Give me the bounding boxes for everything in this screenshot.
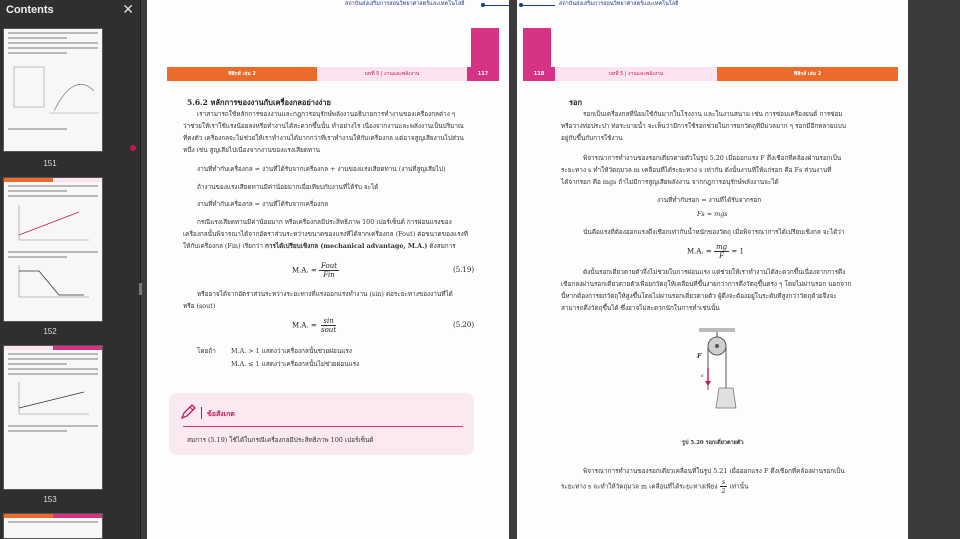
distance-label: s <box>701 373 704 379</box>
equation-lhs: M.A. = <box>292 321 317 330</box>
work-relation-line: งานที่ทำกับเครื่องกล = งานที่ได้รับจากเครื่องกล + งานของแรงเสียดทาน (งานที่สูญเสียไป) <box>197 165 446 173</box>
ceiling-mount <box>699 328 735 332</box>
equation-number: (5.19) <box>453 266 475 274</box>
thumbnail-label: 151 <box>43 159 57 168</box>
institute-header: สถาบันส่งเสริมการสอนวิทยาศาสตร์และเทคโนโลยี <box>559 1 679 7</box>
page-thumbnail-153[interactable] <box>3 345 103 490</box>
paragraph-line: หนึ่ง เช่น สูญเสียไปเนื่องจากงานของแรงเสียดทาน <box>183 146 321 154</box>
fraction-denominator: sout <box>321 326 337 334</box>
paragraph-line: เราสามารถใช้หลักการของงานและกฎการอนุรักษ์พลังงานอธิบายการทำงานของเครื่องกลต่าง ๆ <box>197 110 456 118</box>
force-label: F <box>697 352 702 360</box>
term-mechanical-advantage: การได้เปรียบเชิงกล (mechanical advantage, M.A.) <box>265 242 428 250</box>
force-arrow <box>705 381 711 386</box>
paragraph-line <box>183 241 456 252</box>
paragraph-line: เครื่องกลนั้นพิจารณาได้จากอัตราส่วนระหว่างขนาดของแรงที่ได้จากเครื่องกล (Fout) ต่อขนาดของแรงที่ <box>183 230 468 238</box>
paragraph-line: กรณีแรงเสียดทานมีค่าน้อยมาก หรือเครื่องกลมีประสิทธิภาพ 100 เปอร์เซ็นต์ การผ่อนแรงของ <box>197 218 452 226</box>
paragraph-line: ที่คงตัว เครื่องกลจะไม่ช่วยให้เราทำงานได้มากกว่าที่เราทำงานให้กับเครื่องกล แต่อาจสูญเสียงานไปส่วน <box>183 134 464 142</box>
header-rule <box>483 5 509 6</box>
fraction-numerator: s <box>721 478 726 486</box>
fraction-numerator: sin <box>323 317 334 325</box>
page-117 <box>147 0 509 539</box>
section-heading: 5.6.2 หลักการของงานกับเครื่องกลอย่างง่าย <box>187 98 331 107</box>
contents-sidebar <box>0 0 141 539</box>
paragraph-line: พิจารณาการทำงานของรอกเดี่ยวตายตัวในรูป 5.20 เมื่อออกแรง F ดึงเชือกที่คล้องผ่านรอกเป็น <box>583 154 842 162</box>
paragraph-line: สามารถดึงวัตถุขึ้นได้ ซึ่งอาจไม่สะดวกนักในการทำเช่นนั้น <box>561 304 720 312</box>
page-tab-marker <box>523 28 551 68</box>
paragraph-line <box>561 478 748 495</box>
note-title: ข้อสังเกต <box>207 410 235 418</box>
section-heading: รอก <box>569 98 583 107</box>
paragraph-line: หรือวางท่อประปา ท่อระบายน้ำ จะเห็นว่ามีการใช้รอกช่วยในการยกวัตถุที่มีมวลมาก ๆ รอกมีอีกหลายแบบ <box>561 122 846 130</box>
sidebar-header <box>0 0 140 20</box>
equation-ma-pulley <box>687 243 744 260</box>
equation-line: งานที่ทำกับรอก = งานที่ได้รับจากรอก <box>657 196 762 204</box>
equation-lhs: M.A. = <box>292 266 317 275</box>
fixed-pulley-figure <box>687 328 747 428</box>
paragraph-line: ระยะทาง s ทำให้วัตถุมวล m เคลื่อนที่ได้ระยะทาง s เท่ากัน ดังนั้นงานที่ให้แก่รอก คือ Fs ส่วนงานที่ <box>561 166 832 174</box>
thumbnail-graph-3 <box>4 378 102 418</box>
figure-caption: รูป 5.20 รอกเดี่ยวตายตัว <box>682 440 744 446</box>
fraction-denominator: F <box>719 252 724 260</box>
thumbnail-graph <box>4 200 102 244</box>
sidebar-resize-handle[interactable] <box>139 283 142 295</box>
paragraph-text: ให้กับเครื่องกล (Fin) เรียกว่า <box>183 242 263 250</box>
note-divider <box>201 407 202 419</box>
note-text: สมการ (5.19) ใช้ได้ในกรณีเครื่องกลมีประสิทธิภาพ 100 เปอร์เซ็นต์ <box>187 436 374 444</box>
equation-rhs: = 1 <box>731 247 744 256</box>
equation-line: Fs = mgs <box>697 210 728 218</box>
sidebar-title: Contents <box>6 4 54 16</box>
chapter-band <box>167 67 499 81</box>
thumbnail-label: 152 <box>43 327 57 336</box>
band-book: ฟิสิกส์ เล่ม 2 <box>717 67 898 81</box>
fraction-denominator: Fin <box>323 271 335 279</box>
paragraph-line: ดังนั้นรอกเดี่ยวตายตัวจึงไม่ช่วยในการผ่อนแรง แต่ช่วยให้เราทำงานได้สะดวกขึ้นเนื่องจากการดึง <box>583 268 846 276</box>
page-thumbnail-152[interactable] <box>3 177 103 322</box>
page-thumbnail-154[interactable] <box>3 513 103 539</box>
page-118 <box>517 0 908 539</box>
condition-line: M.A. ≤ 1 แสดงว่าเครื่องกลนั้นไม่ช่วยผ่อนแรง <box>231 360 360 368</box>
note-rule <box>183 426 463 427</box>
fraction-denominator: 2 <box>721 487 726 495</box>
equation-number: (5.20) <box>453 321 475 329</box>
page-number: 117 <box>467 67 499 81</box>
fraction <box>319 262 339 279</box>
band-chapter: บทที่ 5 | งานและพลังงาน <box>317 67 467 81</box>
condition-label: โดยถ้า <box>197 347 216 355</box>
paragraph-line: ว่าช่วยให้เราใช้แรงน้อยลงหรือทำงานได้สะดวกขึ้นนั้น ทำอย่างไร เนื่องจากงานและพลังงานเป็นปริมาณ <box>183 122 464 130</box>
paragraph-line: นี้หากต้องการยกวัตถุให้สูงขึ้นโดยไม่ผ่านรอกเดี่ยวตายตัว ผู้ดึงจะต้องอยู่ในระดับที่สูงกว่าวัตถุด้วยจึงจะ <box>561 292 837 300</box>
pencil-icon <box>179 403 197 421</box>
equation-5-19 <box>292 262 339 279</box>
band-chapter: บทที่ 5 | งานและพลังงาน <box>555 67 717 81</box>
thumbnail-label: 153 <box>43 495 57 504</box>
paragraph-line: รอกเป็นเครื่องกลที่นิยมใช้กันมากในโรงงาน และในงานสนาม เช่น การซ่อมเครื่องยนต์ การซ่อม <box>583 110 843 118</box>
paragraph-line: หรืออาจได้จากอัตราส่วนระหว่างระยะทางที่แรงออกแรงทำงาน (sin) ต่อระยะทางของงานที่ได้ <box>197 290 453 298</box>
paragraph-line: ถ้างานของแรงเสียดทานมีค่าน้อยมากเมื่อเทียบกับงานที่ได้รับ จะได้ <box>197 183 379 191</box>
fraction <box>720 478 728 495</box>
header-rule <box>521 5 555 6</box>
paragraph-line: ได้จากรอก คือ mgs ถ้าไม่มีการสูญเสียพลังงาน จากกฎการอนุรักษ์พลังงานจะได้ <box>561 178 779 186</box>
thumbnail-graph-2 <box>4 261 102 301</box>
page-tab-marker <box>471 28 499 68</box>
paragraph-line: พิจารณาการทำงานของรอกเดี่ยวเคลื่อนที่ในรูป 5.21 เมื่อออกแรง F ดึงเชือกที่คล้องผ่านรอกเป็น <box>583 467 845 475</box>
bookmark-dot <box>130 145 136 151</box>
note-box <box>169 393 474 455</box>
band-book: ฟิสิกส์ เล่ม 2 <box>167 67 317 81</box>
page-thumbnail-151[interactable] <box>3 28 103 152</box>
paragraph-text: ระยะทาง s จะทำให้วัตถุมวล m เคลื่อนที่ได้ระยะทางเพียง <box>561 482 718 491</box>
thumbnail-figure <box>4 61 102 121</box>
load-mass <box>716 388 736 408</box>
paragraph-line: นั่นคือแรงที่ต้องออกแรงดึงเชือกเท่ากับน้ำหนักของวัตถุ เมื่อพิจารณาการได้เปรียบเชิงกล จะได้ว่า <box>583 228 845 236</box>
equation-5-20 <box>292 317 338 334</box>
work-relation-line: งานที่ทำกับเครื่องกล = งานที่ได้รับจากเครื่องกล <box>197 200 329 208</box>
paragraph-line: หรือ (sout) <box>183 302 216 310</box>
equation-lhs: M.A. = <box>687 247 712 256</box>
paragraph-line: อยู่กับขึ้นกับการใช้งาน <box>561 134 623 142</box>
condition-line: M.A. > 1 แสดงว่าเครื่องกลนั้นช่วยผ่อนแรง <box>231 347 352 355</box>
paragraph-text: เท่านั้น <box>729 482 749 491</box>
fraction <box>319 317 338 334</box>
fraction <box>714 243 729 260</box>
close-icon[interactable]: ✕ <box>122 2 134 18</box>
paragraph-text: ดังสมการ <box>429 242 456 250</box>
fraction-numerator: Fout <box>321 262 338 270</box>
page-number: 118 <box>523 67 555 81</box>
paragraph-line: เชือกลงผ่านรอกเดี่ยวตายตัวเพื่อยกวัตถุให้เคลื่อนที่ขึ้นง่ายกว่าการดึงวัตถุขึ้นตรง ๆ โดยไม่ผ่านรอก นอกจาก <box>561 280 852 288</box>
chapter-band <box>523 67 898 81</box>
header-rule-dot <box>481 3 485 7</box>
fraction-numerator: mg <box>716 243 728 251</box>
institute-header: สถาบันส่งเสริมการสอนวิทยาศาสตร์และเทคโนโลยี <box>345 1 465 7</box>
